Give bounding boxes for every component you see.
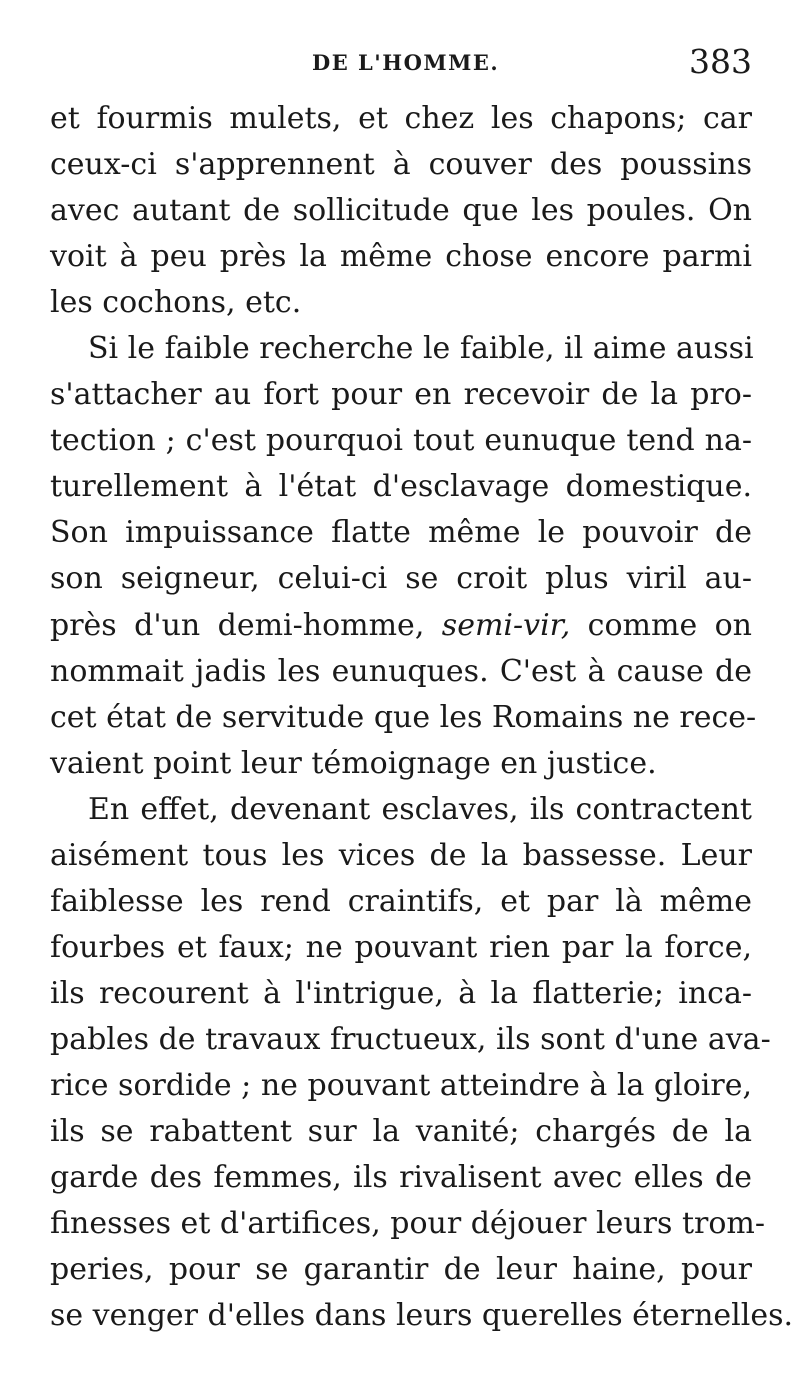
text-line: tection ; c'est pourquoi tout eunuque tend na-	[50, 423, 752, 459]
text-line: En effet, devenant esclaves, ils contractent	[88, 791, 752, 827]
text-line: avec autant de sollicitude que les poules. On	[50, 193, 752, 229]
text-line: ils se rabattent sur la vanité; chargés de la	[50, 1114, 752, 1150]
running-head	[50, 44, 752, 88]
text-line: fourbes et faux; ne pouvant rien par la force,	[50, 929, 752, 965]
text-line: et fourmis mulets, et chez les chapons; car	[50, 101, 752, 136]
text-line: nommait jadis les eunuques. C'est à cause de	[50, 653, 752, 689]
text-line: les cochons, etc.	[50, 285, 302, 321]
text-line: vaient point leur témoignage en justice.	[50, 745, 657, 781]
text-segment: comme on	[570, 607, 753, 643]
text-line: voit à peu près la même chose encore parmi	[50, 239, 752, 275]
text-line: faiblesse les rend craintifs, et par là même	[50, 883, 752, 919]
text-line: Si le faible recherche le faible, il aime aussi	[88, 331, 754, 367]
text-line: garde des femmes, ils rivalisent avec elles de	[50, 1160, 752, 1196]
text-segment: près d'un demi-homme,	[50, 607, 442, 643]
text-line: se venger d'elles dans leurs querelles éternelles.	[50, 1298, 794, 1334]
text-line: turellement à l'état d'esclavage domestique.	[50, 469, 752, 505]
text-line: cet état de servitude que les Romains ne rece-	[50, 699, 757, 735]
text-line: peries, pour se garantir de leur haine, pour	[50, 1252, 752, 1288]
text-line: ceux-ci s'apprennent à couver des poussins	[50, 147, 752, 183]
text-line: finesses et d'artifices, pour déjouer leurs trom-	[50, 1206, 765, 1242]
running-title: DE L'HOMME.	[312, 50, 500, 75]
text-line: son seigneur, celui-ci se croit plus viril au-	[50, 561, 752, 597]
body-text	[50, 96, 794, 1339]
text-line: pables de travaux fructueux, ils sont d'une ava-	[50, 1021, 771, 1057]
text-line: Son impuissance flatte même le pouvoir de	[50, 515, 752, 551]
italic-phrase: semi-vir,	[441, 607, 571, 643]
text-line: aisément tous les vices de la bassesse. Leur	[50, 837, 752, 873]
page-number: 383	[689, 42, 752, 81]
text-line: rice sordide ; ne pouvant atteindre à la gloire,	[50, 1067, 752, 1103]
text-line: s'attacher au fort pour en recevoir de la pro-	[50, 377, 752, 413]
text-line: ils recourent à l'intrigue, à la flatterie; inca-	[50, 975, 752, 1011]
text-line	[50, 603, 752, 649]
